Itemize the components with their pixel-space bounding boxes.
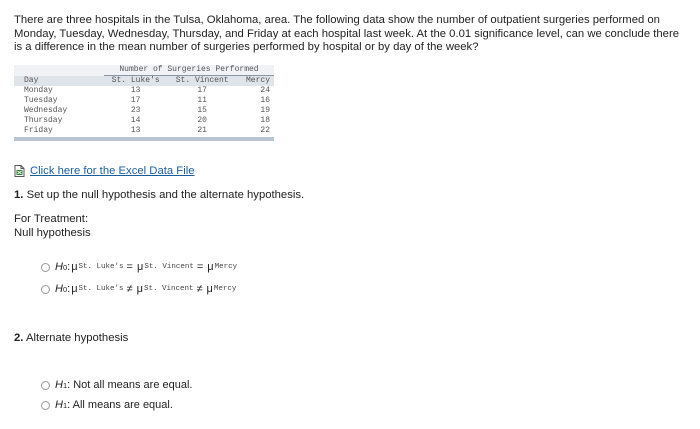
question-2	[14, 332, 128, 344]
day-cell: Wednesday	[24, 106, 68, 115]
null-hypothesis-label: Null hypothesis	[14, 226, 91, 239]
group-mercy: Mercy	[214, 263, 238, 271]
excel-file-icon[interactable]	[14, 165, 25, 177]
table-row	[14, 86, 274, 96]
value-cell: 23	[130, 106, 141, 115]
value-cell: 13	[130, 126, 141, 135]
not-equal-operator: ≠	[196, 283, 203, 295]
h0-colon: :	[67, 261, 71, 273]
question-1	[14, 189, 304, 201]
mu-symbol: μ	[71, 261, 78, 273]
column-header-day: Day	[14, 76, 104, 87]
day-cell: Thursday	[24, 116, 63, 125]
alt-option-all-equal-radio[interactable]	[41, 401, 50, 410]
alt-option-not-all-equal-radio[interactable]	[41, 381, 50, 390]
h1-symbol: H	[55, 379, 63, 391]
table-group-header-row	[14, 65, 274, 76]
mu-symbol: μ	[206, 283, 213, 295]
value-cell: 22	[260, 126, 270, 135]
group-st-vincent: St. Vincent	[144, 263, 194, 271]
group-st-lukes: St. Luke's	[78, 263, 124, 271]
equals-operator: =	[196, 261, 204, 273]
treatment-label: For Treatment:	[14, 213, 89, 225]
value-cell: 14	[130, 116, 141, 125]
value-cell: 15	[197, 106, 207, 115]
value-cell: 16	[260, 96, 270, 105]
null-option-not-equal[interactable]	[41, 283, 236, 295]
group-mercy: Mercy	[213, 285, 237, 293]
value-cell: 17	[130, 96, 141, 105]
group-st-lukes: St. Luke's	[78, 285, 124, 293]
question-1-number: 1.	[14, 189, 24, 201]
mu-symbol: μ	[71, 283, 78, 295]
value-cell: 13	[130, 86, 141, 95]
table-column-header-row	[14, 76, 274, 87]
excel-data-link[interactable]: Click here for the Excel Data File	[30, 165, 195, 177]
h0-colon: :	[67, 283, 71, 295]
value-cell: 24	[260, 86, 270, 95]
null-option-equal-radio[interactable]	[41, 263, 50, 272]
h1-subscript: 1	[62, 380, 68, 390]
alt-option-text: : Not all means are equal.	[67, 379, 193, 391]
equals-operator: =	[126, 261, 133, 273]
table-row	[14, 106, 274, 116]
question-1-text: Set up the null hypothesis and the alternate hypothesis.	[26, 189, 305, 201]
day-cell: Monday	[24, 86, 53, 95]
alt-option-not-all-equal[interactable]	[41, 379, 192, 391]
h0-symbol: H	[55, 261, 63, 273]
group-st-vincent: St. Vincent	[143, 285, 194, 293]
table-row	[14, 96, 274, 106]
value-cell: 17	[197, 86, 207, 95]
day-cell: Tuesday	[24, 96, 58, 105]
value-cell: 21	[197, 126, 207, 135]
column-header-st-lukes: St. Luke's	[104, 76, 167, 87]
h0-subscript: 0	[62, 284, 68, 294]
question-2-number: 2.	[14, 332, 24, 344]
null-option-equal[interactable]	[41, 261, 237, 273]
table-row	[14, 126, 274, 136]
alt-option-all-equal[interactable]	[41, 399, 173, 411]
h0-symbol: H	[55, 283, 63, 295]
table-group-header: Number of Surgeries Performed	[104, 65, 274, 76]
mu-symbol: μ	[136, 261, 144, 273]
question-2-text: Alternate hypothesis	[25, 332, 129, 344]
value-cell: 18	[260, 116, 270, 125]
table-footer-bar	[14, 137, 274, 141]
null-option-not-equal-radio[interactable]	[41, 285, 50, 294]
day-cell: Friday	[24, 126, 53, 135]
h1-subscript: 1	[62, 400, 68, 410]
alt-option-text: : All means are equal.	[67, 399, 173, 411]
h0-subscript: 0	[62, 262, 68, 272]
value-cell: 20	[197, 116, 207, 125]
not-equal-operator: ≠	[126, 283, 133, 295]
column-header-mercy: Mercy	[237, 76, 274, 87]
excel-data-link-row	[14, 165, 195, 177]
h1-symbol: H	[55, 399, 63, 411]
treatment-section	[14, 213, 91, 240]
mu-symbol: μ	[136, 283, 143, 295]
column-header-st-vincent: St. Vincent	[167, 76, 237, 87]
surgeries-data-table	[14, 65, 274, 141]
table-row	[14, 116, 274, 126]
value-cell: 11	[197, 96, 207, 105]
mu-symbol: μ	[207, 261, 214, 273]
problem-statement: There are three hospitals in the Tulsa, Oklahoma, area. The following data show the number of outpatient surgeries performed on Monday, Tuesday, Wednesday, Thursday, and Friday at each hospital last week. At the 0.01 significance level, can we conclude there is a difference in the mean number of surgeries performed by hospital or by day of the week?	[14, 14, 680, 53]
value-cell: 19	[260, 106, 270, 115]
